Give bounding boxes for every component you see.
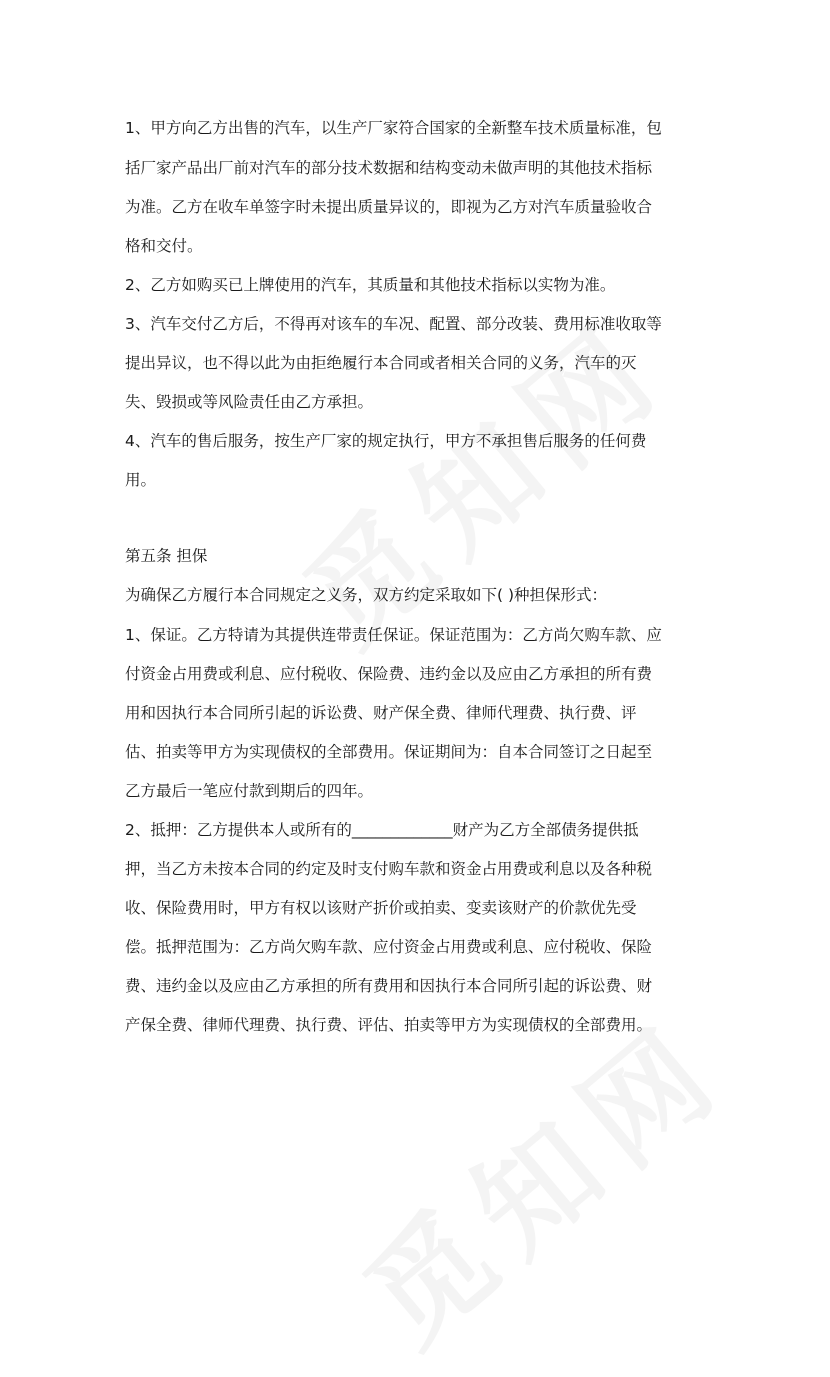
paragraph-line: 失、毁损或等风险责任由乙方承担。 bbox=[125, 393, 374, 411]
paragraph-line: 产保全费、律师代理费、执行费、评估、拍卖等甲方为实现债权的全部费用。 bbox=[125, 1016, 653, 1034]
paragraph-line: 乙方最后一笔应付款到期后的四年。 bbox=[125, 782, 374, 800]
paragraph-line: 格和交付。 bbox=[125, 237, 203, 255]
paragraph-line: 用。 bbox=[125, 471, 157, 489]
paragraph-line: 2、乙方如购买已上牌使用的汽车，其质量和其他技术指标以实物为准。 bbox=[125, 276, 616, 294]
paragraph-line: 2、抵押：乙方提供本人或所有的_____________财产为乙方全部债务提供抵 bbox=[125, 821, 639, 839]
paragraph-line: 收、保险费用时，甲方有权以该财产折价或拍卖、变卖该财产的价款优先受 bbox=[125, 899, 637, 917]
paragraph-line: 偿。抵押范围为：乙方尚欠购车款、应付资金占用费或利息、应付税收、保险 bbox=[125, 938, 653, 956]
paragraph-line: 用和因执行本合同所引起的诉讼费、财产保全费、律师代理费、执行费、评 bbox=[125, 704, 637, 722]
paragraph-line: 为确保乙方履行本合同规定之义务，双方约定采取如下( )种担保形式： bbox=[125, 586, 608, 604]
paragraph-line: 3、汽车交付乙方后，不得再对该车的车况、配置、部分改装、费用标准收取等 bbox=[125, 315, 662, 333]
paragraph-line: 1、甲方向乙方出售的汽车，以生产厂家符合国家的全新整车技术质量标准，包 bbox=[125, 119, 662, 137]
paragraph-line: 付资金占用费或利息、应付税收、保险费、违约金以及应由乙方承担的所有费 bbox=[125, 665, 653, 683]
paragraph-line: 提出异议，也不得以此为由拒绝履行本合同或者相关合同的义务，汽车的灭 bbox=[125, 354, 637, 372]
paragraph-line: 费、违约金以及应由乙方承担的所有费用和因执行本合同所引起的诉讼费、财 bbox=[125, 977, 653, 995]
paragraph-line: 估、拍卖等甲方为实现债权的全部费用。保证期间为：自本合同签订之日起至 bbox=[125, 743, 653, 761]
paragraph-line: 括厂家产品出厂前对汽车的部分技术数据和结构变动未做声明的其他技术指标 bbox=[125, 159, 653, 177]
paragraph-line: 4、汽车的售后服务，按生产厂家的规定执行，甲方不承担售后服务的任何费 bbox=[125, 432, 647, 450]
paragraph-line: 为准。乙方在收车单签字时未提出质量异议的，即视为乙方对汽车质量验收合 bbox=[125, 198, 653, 216]
paragraph-line: 押，当乙方未按本合同的约定及时支付购车款和资金占用费或利息以及各种税 bbox=[125, 860, 653, 878]
watermark bbox=[324, 975, 756, 1377]
watermark bbox=[264, 275, 696, 677]
section-heading: 第五条 担保 bbox=[125, 547, 208, 565]
paragraph-line: 1、保证。乙方特请为其提供连带责任保证。保证范围为：乙方尚欠购车款、应 bbox=[125, 626, 662, 644]
